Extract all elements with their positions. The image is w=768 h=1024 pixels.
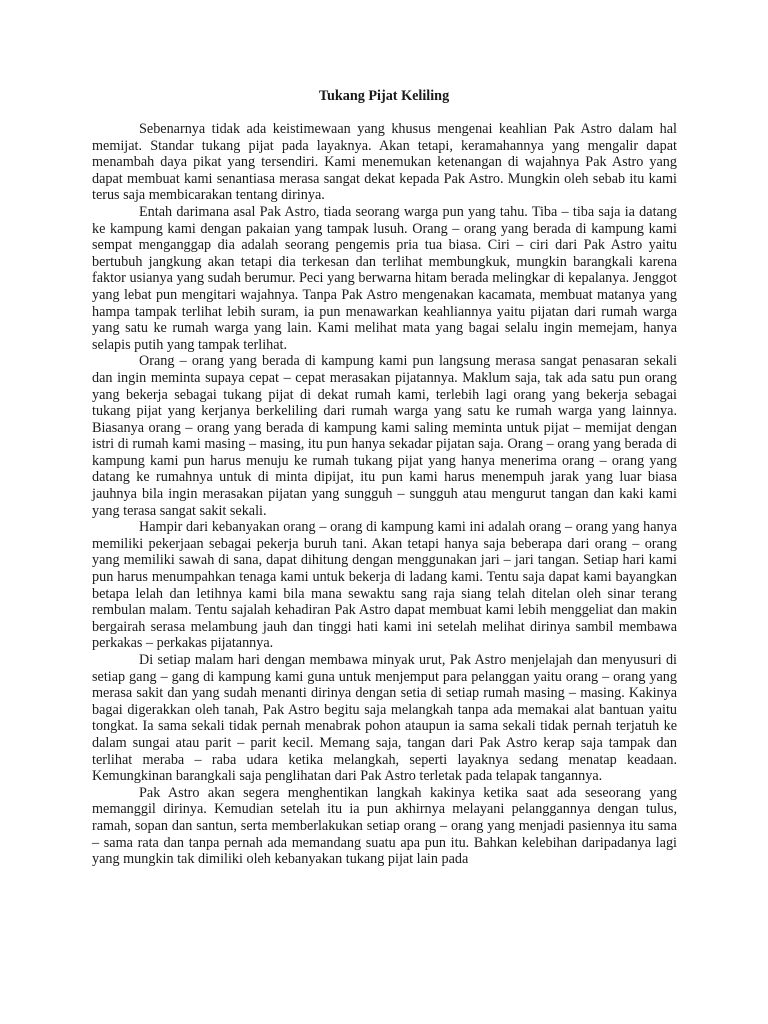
paragraph: Hampir dari kebanyakan orang – orang di kampung kami ini adalah orang – orang yang hanya memiliki pekerjaan sebagai pekerja buruh tani. Akan tetapi hanya saja beberapa dari orang – orang yang memiliki sawah di sana, dapat dihitung dengan menggunakan jari – jari tangan. Setiap hari kami pun harus menumpahkan tenaga kami untuk bekerja di ladang kami. Tentu saja dapat kami bayangkan betapa lelah dan letihnya kami bila mana sewaktu sang raja siang telah ditelan oleh sinar terang rembulan malam. Tentu sajalah kehadiran Pak Astro dapat membuat kami lebih menggeliat dan makin bergairah serasa melambung jauh dan tinggi hati kami ini setelah melihat dirinya sambil membawa perkakas – perkakas pijatannya. xyxy=(92,519,677,652)
paragraph: Entah darimana asal Pak Astro, tiada seorang warga pun yang tahu. Tiba – tiba saja ia datang ke kampung kami dengan pakaian yang tampak lusuh. Orang – orang yang berada di kampung kami sempat menganggap dia adalah seorang pengemis pria tua biasa. Ciri – ciri dari Pak Astro yaitu bertubuh jangkung akan tetapi dia terkesan dan terlihat membungkuk, mungkin barangkali karena faktor usianya yang sudah berumur. Peci yang berwarna hitam berada melingkar di kepalanya. Jenggot yang lebat pun mengitari wajahnya. Tanpa Pak Astro mengenakan kacamata, membuat matanya yang hampa tampak terlihat lebih suram, ia pun menawarkan keahliannya yaitu pijatan dari rumah warga yang satu ke rumah warga yang lain. Kami melihat mata yang bagai selalu ingin memejam, hanya selapis putih yang tampak terlihat. xyxy=(92,203,677,353)
paragraph: Pak Astro akan segera menghentikan langkah kakinya ketika saat ada seseorang yang memanggil dirinya. Kemudian setelah itu ia pun akhirnya melayani pelanggannya dengan tulus, ramah, sopan dan santun, serta memberlakukan setiap orang – orang yang menjadi pasiennya itu sama – sama rata dan tanpa pernah ada memandang suatu apa pun itu. Bahkan kelebihan daripadanya lagi yang mungkin tak dimiliki oleh kebanyakan tukang pijat lain pada xyxy=(92,784,677,868)
paragraph: Sebenarnya tidak ada keistimewaan yang khusus mengenai keahlian Pak Astro dalam hal memijat. Standar tukang pijat pada layaknya. Akan tetapi, keramahannya yang mengalir dapat menambah daya pikat yang tersendiri. Kami menemukan ketenangan di wajahnya Pak Astro yang dapat membuat kami senantiasa merasa sangat dekat kepada Pak Astro. Mungkin oleh sebab itu kami terus saja membicarakan tentang dirinya. xyxy=(92,121,677,204)
paragraph: Orang – orang yang berada di kampung kami pun langsung merasa sangat penasaran sekali dan ingin meminta supaya cepat – cepat merasakan pijatannya. Maklum saja, tak ada satu pun orang yang bekerja sebagai tukang pijat di dekat rumah kami, terlebih lagi orang yang bekerja sebagai tukang pijat yang kerjanya berkeliling dari rumah warga yang satu ke rumah warga yang lainnya. Biasanya orang – orang yang berada di kampung kami saling meminta untuk pijat – memijat dengan istri di rumah kami masing – masing, itu pun hanya sekadar pijatan saja. Orang – orang yang berada di kampung kami pun harus menuju ke rumah tukang pijat yang hanya menerima orang – orang yang datang ke rumahnya untuk di minta dipijat, itu pun kami harus menempuh jarak yang luar biasa jauhnya bila ingin merasakan pijatan yang sungguh – sungguh atau mengurut tangan dan kaki kami yang terasa sangat sakit sekali. xyxy=(92,353,677,519)
document-title: Tukang Pijat Keliling xyxy=(318,88,450,104)
paragraph: Di setiap malam hari dengan membawa minyak urut, Pak Astro menjelajah dan menyusuri di setiap gang – gang di kampung kami guna untuk menjemput para pelanggan yaitu orang – orang yang merasa sakit dan yang sudah menanti dirinya dengan setia di setiap rumah masing – masing. Kakinya bagai digerakkan oleh tanah, Pak Astro begitu saja melangkah tanpa ada memakai alat bantuan yaitu tongkat. Ia sama sekali tidak pernah menabrak pohon ataupun ia sama sekali tidak pernah terjatuh ke dalam sungai atau parit – parit kecil. Memang saja, tangan dari Pak Astro kerap saja tampak dan terlihat meraba – raba udara ketika melangkah, seperti layaknya sedang menatap keadaan. Kemungkinan barangkali saja penglihatan dari Pak Astro terletak pada telapak tangannya. xyxy=(92,652,677,785)
document-body xyxy=(92,121,677,868)
